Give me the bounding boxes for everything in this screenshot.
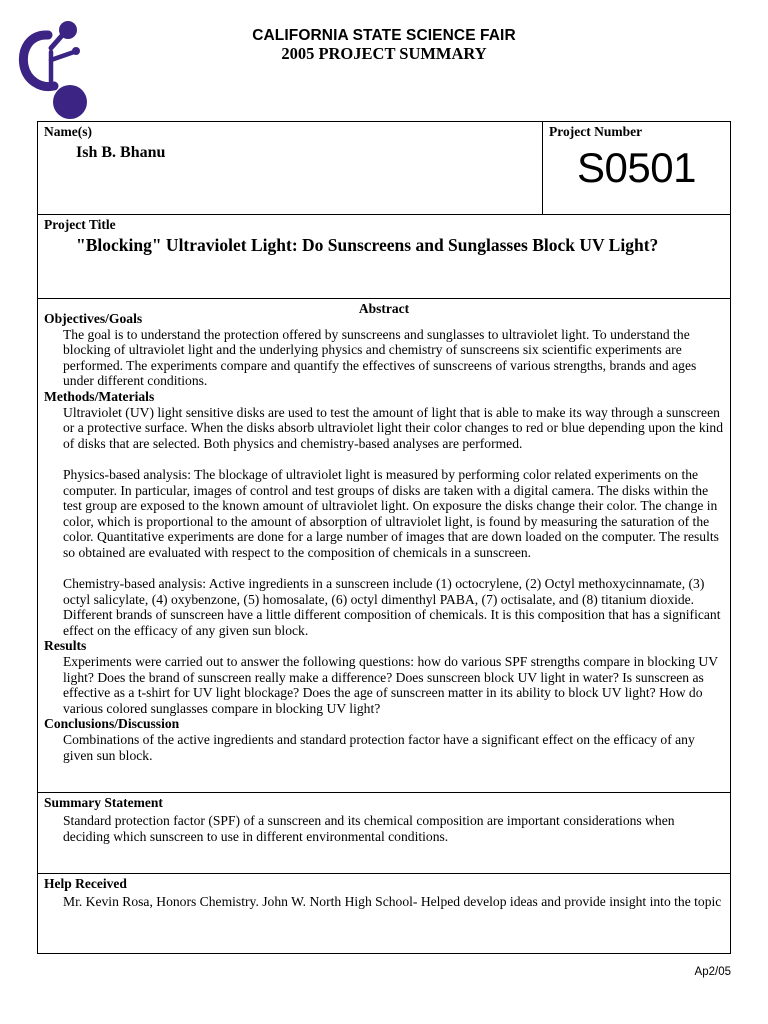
- summary-statement-section: [37, 792, 731, 874]
- methods-heading: Methods/Materials: [44, 388, 155, 404]
- names-label: Name(s): [44, 124, 92, 139]
- project-number-section: [542, 121, 731, 215]
- results-text: Experiments were carried out to answer the following questions: how do various SPF strengths compare in blocking UV light? Does the brand of sunscreen really make a difference? Does sunscreen block UV light in water? Is sunscreen as effective as a t-shirt for UV light blockage? Does the age of sunscreen matter in its ability to block UV light? How do various colored sunglasses compare in blocking UV light?: [63, 654, 718, 716]
- results-heading: Results: [44, 638, 87, 654]
- objectives-text: The goal is to understand the protection offered by sunscreens and sunglasses to ultraviolet light. To understand the blocking of ultraviolet light and the underlying physics and chemistry of sunscreens six scientific experiments are performed. The experiments compare and quantify the effectives of sunscreens of various strengths, brands and ages under different conditions.: [63, 326, 697, 389]
- abstract-body: [44, 311, 724, 763]
- methods-text-1: Ultraviolet (UV) light sensitive disks are used to test the amount of light that is able to make its way through a sunscreen or a protective surface. When the disks absorb ultraviolet light their color changes to red or blue depending upon the kind of disks that are selected. Both physics and chemistry-based analyses are performed.: [63, 404, 723, 451]
- methods-text-3: Chemistry-based analysis: Active ingredients in a sunscreen include (1) octocrylene, (2) Octyl methoxycinnamate, (3) octyl salicylate, (4) oxybenzone, (5) homosalate, (6) octyl dimenthyl PABA, (7) octisalate, and (8) titanium dioxide. Different brands of sunscreen have a little different composition of chemicals. It is this composition that has a significant effect on the efficacy of any given sun block.: [63, 576, 721, 638]
- fair-name-heading: CALIFORNIA STATE SCIENCE FAIR: [252, 27, 516, 44]
- methods-text-2: Physics-based analysis: The blockage of ultraviolet light is measured by performing color related experiments on the computer. In particular, images of control and test groups of disks are taken with a digital camera. The disks within the test group are exposed to the known amount of ultraviolet light. On exposure the disks change their color. The change in color, which is proportional to the amount of absorption of ultraviolet light, is found by measuring the saturation of the color. Quantitative experiments are done for a large number of images that are down loaded on the computer. The results so obtained are evaluated with respect to the composition of chemicals in a sunscreen.: [63, 466, 719, 560]
- form-version: Ap2/05: [694, 966, 731, 978]
- names-section: [37, 121, 543, 215]
- project-title-section: [37, 214, 731, 299]
- abstract-section: [37, 298, 731, 793]
- student-name: Ish B. Bhanu: [76, 144, 166, 161]
- help-received-text: Mr. Kevin Rosa, Honors Chemistry. John W. North High School- Helped develop ideas and provide insight into the topic: [63, 894, 722, 909]
- abstract-title: Abstract: [358, 301, 410, 316]
- help-received-section: [37, 873, 731, 954]
- summary-heading: 2005 PROJECT SUMMARY: [281, 44, 487, 63]
- conclusions-text: Combinations of the active ingredients and standard protection factor have a significant effect on the efficacy of any given sun block.: [63, 732, 695, 763]
- help-received-label: Help Received: [44, 876, 127, 891]
- summary-statement-label: Summary Statement: [44, 795, 163, 810]
- project-number-label: Project Number: [549, 124, 643, 139]
- project-number-value: S0501: [577, 144, 696, 191]
- conclusions-heading: Conclusions/Discussion: [44, 716, 180, 732]
- project-title-label: Project Title: [44, 217, 116, 232]
- project-title-value: "Blocking" Ultraviolet Light: Do Sunscreens and Sunglasses Block UV Light?: [76, 235, 659, 255]
- objectives-heading: Objectives/Goals: [44, 311, 143, 326]
- summary-statement-text: Standard protection factor (SPF) of a sunscreen and its chemical composition are important considerations when deciding which sunscreen to use in different environmental conditions.: [63, 813, 675, 844]
